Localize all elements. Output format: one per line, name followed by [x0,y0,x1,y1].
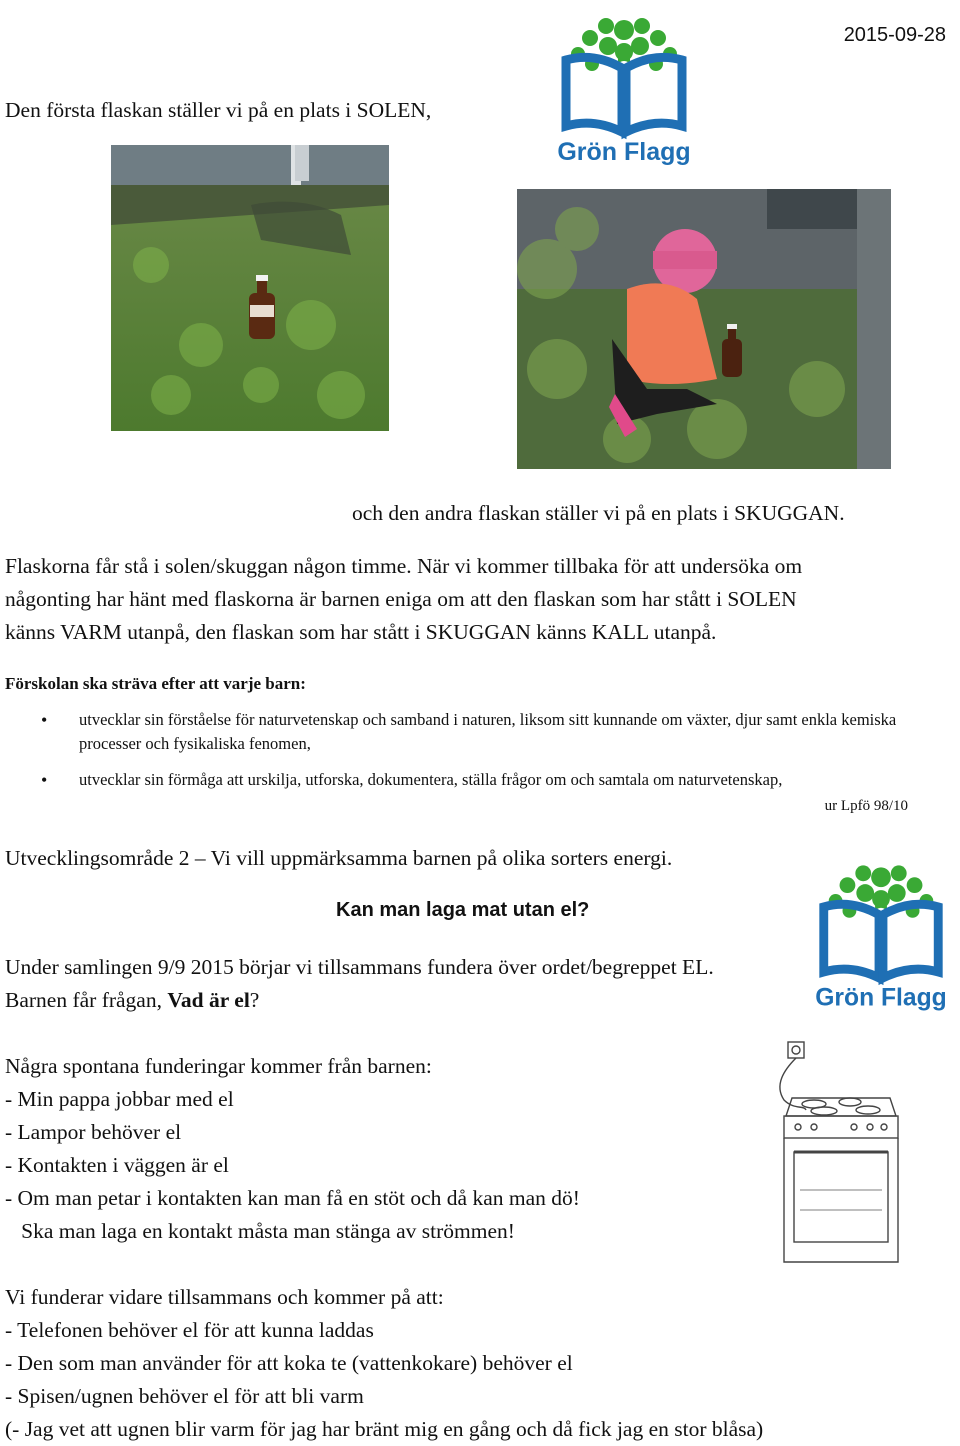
further-intro: Vi funderar vidare tillsammans och kommer på att: [5,1285,444,1309]
thoughts-block [5,1050,580,1248]
further-item: - Den som man använder för att koka te (vattenkokare) behöver el [5,1351,573,1375]
session-line-2 [5,984,259,1017]
question-heading: Kan man laga mat utan el? [336,899,590,921]
intro-shade-text: och den andra flaskan ställer vi på en plats i SKUGGAN. [352,501,845,525]
thought-item: - Om man petar i kontakten kan man få en stöt och då kan man dö! [5,1186,580,1210]
curriculum-list [5,708,939,804]
development-area: Utvecklingsområde 2 – Vi vill uppmärksamma barnen på olika sorters energi. [5,846,673,870]
thoughts-intro: Några spontana funderingar kommer från barnen: [5,1054,432,1078]
session-line-2-prefix: Barnen får frågan, [5,988,168,1012]
further-item: - Telefonen behöver el för att kunna laddas [5,1318,374,1342]
curriculum-item: • utvecklar sin förståelse för naturvetenskap och samband i naturen, liksom sitt kunnande om växter, djur samt enkla kemiska processer och fysikaliska fenomen, [5,708,939,756]
observation-paragraph [5,550,802,649]
session-line-2-suffix: ? [249,988,260,1012]
further-item: - Spisen/ugnen behöver el för att bli varm [5,1384,364,1408]
curriculum-source: ur Lpfö 98/10 [824,798,908,814]
photo-child-with-bottle-in-shade [517,189,891,469]
session-line-1: Under samlingen 9/9 2015 börjar vi tillsammans fundera över ordet/begreppet EL. [5,955,714,979]
photo-bottle-in-sun [111,145,389,431]
further-block [5,1281,763,1446]
gron-flagg-logo-top [548,8,700,168]
paragraph-line: Flaskorna får stå i solen/skuggan någon timme. När vi kommer tillbaka för att undersöka om [5,554,803,578]
thought-item: - Kontakten i väggen är el [5,1153,229,1177]
logo-text: Grön Flagg [815,984,947,1012]
document-date: 2015-09-28 [843,24,946,46]
thought-item: - Min pappa jobbar med el [5,1087,234,1111]
intro-sun-text: Den första flaskan ställer vi på en plats i SOLEN, [5,98,432,122]
logo-text: Grön Flagg [557,138,691,166]
stove-drawing [764,1040,904,1270]
curriculum-heading: Förskolan ska sträva efter att varje barn: [5,674,306,693]
thought-item: - Lampor behöver el [5,1120,182,1144]
gron-flagg-logo-bottom [806,852,956,1017]
thought-item: Ska man laga en kontakt måsta man stänga av strömmen! [5,1219,515,1243]
curriculum-item: • utvecklar sin förmåga att urskilja, utforska, dokumentera, ställa frågor om och samtala om naturvetenskap, [5,768,859,792]
paragraph-line: någonting har hänt med flaskorna är barnen eniga om att den flaskan som har stått i SOLEN [5,587,797,611]
further-item: (- Jag vet att ugnen blir varm för jag har bränt mig en gång och då fick jag en stor blåsa) [5,1417,764,1441]
session-question: Vad är el [167,988,250,1012]
paragraph-line: känns VARM utanpå, den flaskan som har stått i SKUGGAN känns KALL utanpå. [5,620,717,644]
